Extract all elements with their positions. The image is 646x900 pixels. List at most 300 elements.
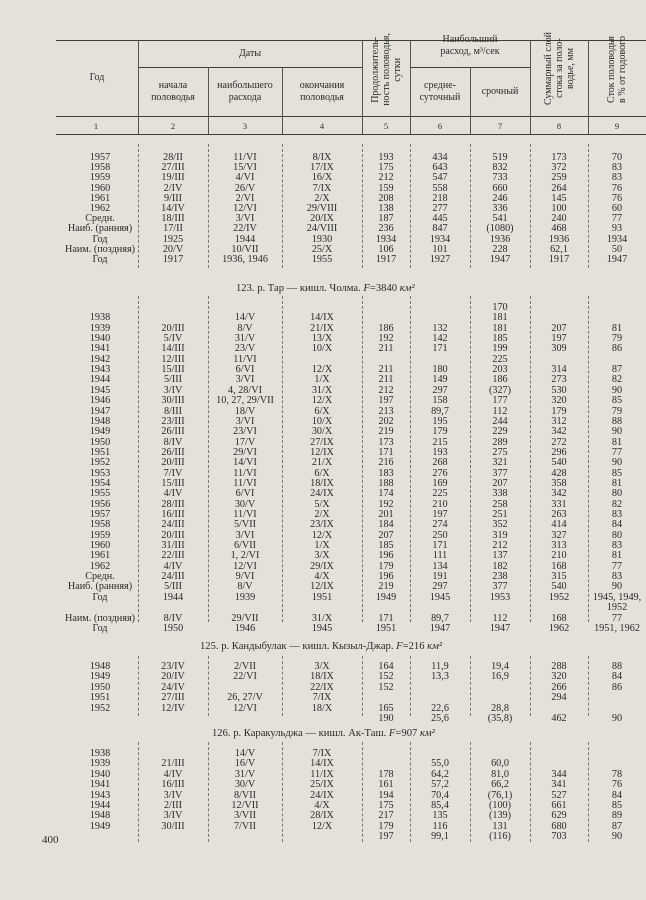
instant-cell: 60,0 bbox=[491, 758, 509, 770]
max-flow-date-cell: 26/V bbox=[234, 182, 256, 194]
col-number: 9 bbox=[614, 121, 620, 131]
duration-cell: 171 bbox=[378, 446, 394, 458]
end-date-cell: 12/X bbox=[311, 529, 333, 541]
instant-cell: 338 bbox=[492, 488, 508, 500]
instant-cell: 177 bbox=[492, 395, 508, 407]
year-cell: 1940 bbox=[89, 333, 111, 345]
instant-cell: 16,9 bbox=[491, 671, 509, 683]
year-cell: 1948 bbox=[89, 661, 111, 672]
end-date-cell: 10/X bbox=[311, 343, 333, 355]
year-cell: 1961 bbox=[89, 550, 111, 562]
max-flow-date-cell: 16/V bbox=[234, 758, 256, 770]
runoff-layer-cell: 145 bbox=[551, 192, 567, 204]
runoff-pct-cell: 87 bbox=[611, 364, 623, 376]
mean-daily-cell: 193 bbox=[432, 446, 448, 458]
start-date-cell: 8/IV bbox=[163, 436, 183, 448]
year-cell: 1958 bbox=[89, 162, 111, 174]
runoff-pct-cell: 82 bbox=[611, 498, 623, 510]
end-date-cell: 1955 bbox=[311, 254, 333, 265]
runoff-pct-cell: 76 bbox=[611, 182, 623, 194]
runoff-pct-cell: 90 bbox=[611, 713, 623, 724]
instant-cell: 244 bbox=[492, 415, 508, 427]
start-date-cell: 28/II bbox=[163, 152, 183, 163]
runoff-layer-cell: 315 bbox=[551, 571, 567, 583]
col-separator bbox=[282, 296, 283, 622]
max-flow-date-cell: 22/IV bbox=[233, 223, 257, 235]
header-duration-cell bbox=[362, 22, 410, 116]
instant-cell: 185 bbox=[492, 333, 508, 345]
max-flow-date-cell: 6/VI bbox=[235, 488, 255, 500]
duration-cell: 164 bbox=[378, 661, 394, 672]
runoff-layer-cell: 312 bbox=[551, 415, 567, 427]
instant-cell: 66,2 bbox=[491, 779, 509, 791]
mean-daily-cell: 101 bbox=[432, 243, 448, 255]
year-cell: 1941 bbox=[89, 779, 111, 791]
duration-cell: 211 bbox=[378, 364, 394, 376]
header-start: начала половодья bbox=[151, 79, 195, 103]
runoff-pct-cell: 83 bbox=[611, 172, 623, 184]
year-cell: 1944 bbox=[89, 374, 111, 386]
max-flow-date-cell: 3/VII bbox=[233, 810, 257, 822]
duration-cell: 178 bbox=[378, 768, 394, 780]
max-flow-date-cell: 6/VII bbox=[233, 540, 257, 552]
col-separator bbox=[282, 144, 283, 268]
start-date-cell: 22/III bbox=[161, 550, 185, 562]
instant-cell: 1953 bbox=[489, 591, 511, 603]
runoff-layer-cell: 1936 bbox=[548, 233, 570, 245]
header-runoff-layer: Суммарный слой стока за поло- водье, мм bbox=[542, 32, 576, 106]
runoff-layer-cell: 320 bbox=[551, 671, 567, 683]
instant-cell: 203 bbox=[492, 364, 508, 376]
end-date-cell: 6/X bbox=[314, 467, 330, 479]
instant-cell: 275 bbox=[492, 446, 508, 458]
runoff-layer-cell: 1962 bbox=[548, 622, 570, 634]
year-cell: 1948 bbox=[89, 415, 111, 427]
instant-cell: 131 bbox=[492, 820, 508, 832]
runoff-layer-cell: 168 bbox=[551, 560, 567, 572]
area-value: 3840 bbox=[375, 283, 398, 294]
year-cell: 1939 bbox=[89, 758, 111, 770]
runoff-layer-cell: 327 bbox=[551, 529, 567, 541]
max-flow-date-cell: 7/VII bbox=[233, 820, 257, 832]
max-flow-date-cell: 29/VI bbox=[233, 446, 257, 458]
duration-cell: 183 bbox=[378, 467, 394, 479]
mean-daily-cell: 215 bbox=[432, 436, 448, 448]
area-value: 907 bbox=[401, 728, 418, 739]
runoff-layer-cell: 468 bbox=[551, 223, 567, 235]
instant-cell: (139) bbox=[488, 810, 512, 822]
start-date-cell: 17/II bbox=[163, 223, 183, 235]
max-flow-date-cell: 29/VII bbox=[231, 612, 259, 624]
start-date-cell: 24/III bbox=[161, 571, 185, 583]
runoff-layer-cell: 240 bbox=[551, 213, 567, 225]
year-cell: Наиб. (ранняя) bbox=[67, 581, 133, 593]
end-date-cell: 24/IX bbox=[310, 789, 334, 801]
start-date-cell: 21/III bbox=[161, 758, 185, 770]
end-date-cell: 30/X bbox=[311, 426, 333, 438]
runoff-pct-cell: 1951, 1962 bbox=[594, 622, 640, 634]
max-flow-date-cell: 3/VI bbox=[235, 374, 255, 386]
end-date-cell: 13/X bbox=[311, 333, 333, 345]
end-date-cell: 2/X bbox=[314, 509, 330, 520]
duration-cell: 208 bbox=[378, 192, 394, 204]
runoff-pct-cell: 76 bbox=[611, 779, 623, 791]
col-separator bbox=[138, 296, 139, 622]
instant-cell: (116) bbox=[489, 831, 511, 843]
max-flow-date-cell: 11/VI bbox=[233, 353, 257, 365]
mean-daily-cell: 171 bbox=[432, 540, 448, 552]
runoff-pct-cell: 85 bbox=[611, 395, 623, 407]
col-separator bbox=[138, 742, 139, 842]
mean-daily-cell: 191 bbox=[432, 571, 448, 583]
max-flow-date-cell: 12/VI bbox=[233, 203, 257, 214]
end-date-cell: 24/IX bbox=[310, 488, 334, 500]
runoff-layer-cell: 428 bbox=[551, 467, 567, 479]
max-flow-date-cell: 31/V bbox=[234, 333, 256, 345]
year-cell: Год bbox=[92, 622, 108, 634]
area-unit: км² bbox=[399, 283, 415, 294]
max-flow-date-cell: 23/V bbox=[234, 343, 256, 355]
instant-cell: 377 bbox=[492, 581, 508, 593]
year-cell: Наиб. (ранняя) bbox=[67, 223, 133, 235]
start-date-cell: 23/III bbox=[161, 415, 185, 427]
instant-cell: 229 bbox=[492, 426, 508, 438]
start-date-cell: 24/III bbox=[161, 519, 185, 531]
start-date-cell: 14/III bbox=[161, 343, 185, 355]
duration-cell: 171 bbox=[378, 612, 394, 624]
duration-cell: 193 bbox=[378, 152, 394, 163]
col-number: 6 bbox=[437, 121, 443, 131]
duration-cell: 179 bbox=[378, 560, 394, 572]
mean-daily-cell: 11,9 bbox=[431, 661, 449, 672]
end-date-cell: 7/IX bbox=[312, 748, 332, 759]
mean-daily-cell: 297 bbox=[432, 384, 448, 396]
max-flow-date-cell: 8/V bbox=[237, 581, 253, 593]
duration-cell: 190 bbox=[378, 713, 394, 724]
end-date-cell: 17/IX bbox=[310, 162, 334, 174]
duration-cell: 1949 bbox=[375, 591, 397, 603]
start-date-cell: 30/III bbox=[161, 820, 185, 832]
instant-cell: 199 bbox=[492, 343, 508, 355]
col-separator bbox=[208, 144, 209, 268]
runoff-pct-cell: 84 bbox=[611, 519, 623, 531]
mean-daily-cell: 22,6 bbox=[431, 702, 449, 714]
max-flow-date-cell: 1, 2/VI bbox=[230, 550, 260, 562]
runoff-pct-cell: 81 bbox=[611, 322, 623, 334]
end-date-cell: 4/X bbox=[314, 800, 330, 811]
start-date-cell: 12/III bbox=[161, 353, 185, 365]
header-year: Год bbox=[89, 72, 105, 83]
col-separator bbox=[362, 742, 363, 842]
colnum-bottom-rule bbox=[56, 134, 646, 135]
col-separator bbox=[208, 656, 209, 716]
start-date-cell: 5/IV bbox=[163, 333, 183, 345]
end-date-cell: 3/X bbox=[314, 550, 330, 562]
mean-daily-cell: 210 bbox=[432, 498, 448, 510]
instant-cell: 258 bbox=[492, 498, 508, 510]
mean-daily-cell: 99,1 bbox=[431, 831, 449, 843]
duration-cell: 188 bbox=[378, 477, 394, 489]
start-date-cell: 12/IV bbox=[161, 702, 185, 714]
instant-cell: 19,4 bbox=[491, 661, 509, 672]
max-flow-date-cell: 4/VI bbox=[235, 172, 255, 184]
col-number: 1 bbox=[93, 121, 99, 131]
col-separator bbox=[530, 144, 531, 268]
header-dates: Даты bbox=[238, 47, 262, 59]
year-cell: 1949 bbox=[89, 671, 111, 683]
col-separator bbox=[410, 656, 411, 716]
start-date-cell: 2/III bbox=[163, 800, 183, 811]
duration-cell: 213 bbox=[378, 405, 394, 417]
area-symbol: F bbox=[396, 641, 403, 652]
max-flow-date-cell: 12/VI bbox=[233, 702, 257, 714]
start-date-cell: 8/III bbox=[163, 405, 183, 417]
year-cell: 1938 bbox=[89, 748, 111, 759]
runoff-layer-cell: 530 bbox=[551, 384, 567, 396]
col-separator bbox=[588, 144, 589, 268]
runoff-pct-cell: 83 bbox=[611, 162, 623, 174]
area-symbol: F bbox=[388, 728, 396, 739]
max-flow-date-cell: 2/VII bbox=[233, 661, 257, 672]
year-cell: 1952 bbox=[89, 457, 111, 469]
end-date-cell: 12/X bbox=[311, 364, 333, 376]
runoff-layer-cell: 320 bbox=[551, 395, 567, 407]
year-cell: 1944 bbox=[89, 800, 111, 811]
duration-cell: 187 bbox=[378, 213, 394, 225]
end-date-cell: 31/X bbox=[311, 612, 333, 624]
max-flow-date-cell: 18/V bbox=[234, 405, 256, 417]
col-separator bbox=[530, 742, 531, 842]
end-date-cell: 18/IX bbox=[310, 671, 334, 683]
area-value: 216 bbox=[408, 641, 425, 652]
runoff-layer-cell: 179 bbox=[551, 405, 567, 417]
start-date-cell: 24/IV bbox=[161, 681, 185, 693]
start-date-cell: 9/III bbox=[163, 192, 183, 204]
start-date-cell: 23/IV bbox=[161, 661, 185, 672]
section-title-126: 126. р. Каракульджа — кишл. Ак-Таш. F=907 км² bbox=[212, 728, 435, 739]
col-number: 4 bbox=[319, 121, 325, 131]
mean-daily-cell: 297 bbox=[432, 581, 448, 593]
max-flow-date-cell: 1936, 1946 bbox=[222, 254, 268, 265]
start-date-cell: 31/III bbox=[161, 540, 185, 552]
start-date-cell: 14/IV bbox=[161, 203, 185, 214]
runoff-pct-cell: 81 bbox=[611, 477, 623, 489]
start-date-cell: 16/III bbox=[161, 779, 185, 791]
year-cell: 1941 bbox=[89, 343, 111, 355]
mean-daily-cell: 1947 bbox=[429, 622, 451, 634]
col-separator bbox=[410, 296, 411, 622]
end-date-cell: 2/X bbox=[314, 192, 330, 204]
max-flow-date-cell: 11/VI bbox=[233, 152, 257, 163]
duration-cell: 211 bbox=[378, 374, 394, 386]
end-date-cell: 5/X bbox=[314, 498, 330, 510]
instant-cell: 352 bbox=[492, 519, 508, 531]
runoff-layer-cell: 540 bbox=[551, 581, 567, 593]
mean-daily-cell: 134 bbox=[432, 560, 448, 572]
runoff-pct-cell: 90 bbox=[611, 581, 623, 593]
end-date-cell: 10/X bbox=[311, 415, 333, 427]
max-flow-date-cell: 6/VI bbox=[235, 364, 255, 376]
end-date-cell: 29/VIII bbox=[306, 203, 338, 214]
start-date-cell: 18/III bbox=[161, 213, 185, 225]
year-cell: 1957 bbox=[89, 509, 111, 520]
duration-cell: 194 bbox=[378, 789, 394, 801]
end-date-cell: 6/X bbox=[314, 405, 330, 417]
duration-cell: 138 bbox=[378, 203, 394, 214]
runoff-layer-cell: 358 bbox=[551, 477, 567, 489]
runoff-layer-cell: 273 bbox=[551, 374, 567, 386]
duration-cell: 165 bbox=[378, 702, 394, 714]
runoff-layer-cell: 1917 bbox=[548, 254, 570, 265]
mean-daily-cell: 25,6 bbox=[431, 713, 449, 724]
header-max-discharge: Наибольший расход, м³/сек bbox=[440, 34, 500, 57]
start-date-cell: 1925 bbox=[162, 233, 184, 245]
mean-daily-cell: 250 bbox=[432, 529, 448, 541]
section-title-text: 125. р. Кандыбулак — кишл. Кызыл-Джар. bbox=[200, 641, 394, 652]
start-date-cell: 4/IV bbox=[163, 560, 183, 572]
duration-cell: 211 bbox=[378, 343, 394, 355]
runoff-pct-cell: 79 bbox=[611, 333, 623, 345]
instant-cell: 1947 bbox=[489, 622, 511, 634]
start-date-cell: 15/III bbox=[161, 364, 185, 376]
runoff-pct-cell: 89 bbox=[611, 810, 623, 822]
instant-cell: 832 bbox=[492, 162, 508, 174]
start-date-cell: 27/III bbox=[161, 692, 185, 704]
year-cell: Средн. bbox=[85, 571, 115, 583]
col-separator bbox=[470, 296, 471, 622]
runoff-pct-cell: 80 bbox=[611, 529, 623, 541]
instant-cell: 733 bbox=[492, 172, 508, 184]
runoff-layer-cell: 263 bbox=[551, 509, 567, 520]
runoff-pct-cell: 88 bbox=[611, 661, 623, 672]
max-flow-date-cell: 30/V bbox=[234, 498, 256, 510]
year-cell: 1943 bbox=[89, 364, 111, 376]
runoff-pct-cell: 1947 bbox=[606, 254, 628, 265]
year-cell: Средн. bbox=[85, 213, 115, 225]
mean-daily-cell: 135 bbox=[432, 810, 448, 822]
start-date-cell: 7/IV bbox=[163, 467, 183, 479]
runoff-layer-cell: 266 bbox=[551, 681, 567, 693]
mean-daily-cell: 64,2 bbox=[431, 768, 449, 780]
max-flow-date-cell: 15/VI bbox=[233, 162, 257, 174]
year-cell: 1942 bbox=[89, 353, 111, 365]
max-flow-date-cell: 2/VI bbox=[235, 192, 255, 204]
runoff-pct-cell: 83 bbox=[611, 540, 623, 552]
mean-daily-cell: 1927 bbox=[429, 254, 451, 265]
mean-daily-cell: 547 bbox=[432, 172, 448, 184]
runoff-layer-cell: 264 bbox=[551, 182, 567, 194]
header-duration: Продолжитель- ность половодья, сутки bbox=[369, 32, 403, 106]
runoff-layer-cell: 342 bbox=[551, 488, 567, 500]
instant-cell: 319 bbox=[492, 529, 508, 541]
end-date-cell: 21/IX bbox=[310, 322, 334, 334]
mean-daily-cell: 57,2 bbox=[431, 779, 449, 791]
instant-cell: 182 bbox=[492, 560, 508, 572]
end-date-cell: 25/X bbox=[311, 243, 333, 255]
start-date-cell: 27/III bbox=[161, 162, 185, 174]
area-unit: км² bbox=[419, 728, 435, 739]
col-separator bbox=[282, 742, 283, 842]
max-flow-date-cell: 17/V bbox=[234, 436, 256, 448]
runoff-pct-cell: 77 bbox=[611, 446, 623, 458]
mean-daily-cell: 149 bbox=[432, 374, 448, 386]
end-date-cell: 31/X bbox=[311, 384, 333, 396]
runoff-layer-cell: 173 bbox=[551, 152, 567, 163]
start-date-cell: 26/III bbox=[161, 446, 185, 458]
duration-cell: 196 bbox=[378, 571, 394, 583]
mean-daily-cell: 218 bbox=[432, 192, 448, 204]
year-cell: 1954 bbox=[89, 477, 111, 489]
runoff-layer-cell: 1952 bbox=[548, 591, 570, 603]
end-date-cell: 7/IX bbox=[312, 182, 332, 194]
year-cell: 1949 bbox=[89, 426, 111, 438]
instant-cell: 181 bbox=[492, 312, 508, 324]
duration-cell: 175 bbox=[378, 162, 394, 174]
instant-cell: (76,1) bbox=[487, 789, 513, 801]
runoff-pct-cell: 84 bbox=[611, 671, 623, 683]
mean-daily-cell: 1945 bbox=[429, 591, 451, 603]
mean-daily-cell: 197 bbox=[432, 509, 448, 520]
header-mean-daily: средне- суточный bbox=[419, 79, 461, 103]
runoff-layer-cell: 344 bbox=[551, 768, 567, 780]
duration-cell: 185 bbox=[378, 540, 394, 552]
end-date-cell: 22/IX bbox=[310, 681, 334, 693]
max-flow-date-cell: 14/V bbox=[234, 312, 256, 324]
instant-cell: (327) bbox=[488, 384, 512, 396]
duration-cell: 175 bbox=[378, 800, 394, 811]
year-cell: 1940 bbox=[89, 768, 111, 780]
col-separator bbox=[588, 742, 589, 842]
runoff-layer-cell: 540 bbox=[551, 457, 567, 469]
max-flow-date-cell: 5/VII bbox=[233, 519, 257, 531]
end-date-cell: 27/IX bbox=[310, 436, 334, 448]
max-flow-date-cell: 8/VII bbox=[233, 789, 257, 801]
start-date-cell: 15/III bbox=[161, 477, 185, 489]
max-flow-date-cell: 14/VI bbox=[233, 457, 257, 469]
instant-cell: 238 bbox=[492, 571, 508, 583]
year-cell: Год bbox=[92, 233, 108, 245]
runoff-layer-cell: 680 bbox=[551, 820, 567, 832]
mean-daily-cell: 445 bbox=[432, 213, 448, 225]
end-date-cell: 21/X bbox=[311, 457, 333, 469]
end-date-cell: 18/IX bbox=[310, 477, 334, 489]
end-date-cell: 1945 bbox=[311, 622, 333, 634]
max-flow-date-cell: 10, 27, 29/VII bbox=[216, 395, 274, 407]
area-unit: км² bbox=[427, 641, 443, 652]
mean-daily-cell: 180 bbox=[432, 364, 448, 376]
year-cell: 1949 bbox=[89, 820, 111, 832]
runoff-pct-cell: 1945, 1949, bbox=[592, 591, 642, 603]
duration-cell: 212 bbox=[378, 384, 394, 396]
end-date-cell: 1951 bbox=[311, 591, 333, 603]
duration-cell: 152 bbox=[378, 681, 394, 693]
end-date-cell: 16/X bbox=[311, 172, 333, 184]
runoff-pct-cell: 70 bbox=[611, 152, 623, 163]
runoff-layer-cell: 314 bbox=[551, 364, 567, 376]
col-separator bbox=[470, 144, 471, 268]
max-flow-date-cell: 8/V bbox=[237, 322, 253, 334]
runoff-pct-cell: 80 bbox=[611, 488, 623, 500]
duration-cell: 106 bbox=[378, 243, 394, 255]
end-date-cell: 1930 bbox=[311, 233, 333, 245]
instant-cell: 519 bbox=[492, 152, 508, 163]
year-cell: 1955 bbox=[89, 488, 111, 500]
duration-cell: 184 bbox=[378, 519, 394, 531]
year-cell: 1938 bbox=[89, 312, 111, 324]
year-cell: 1958 bbox=[89, 519, 111, 531]
max-flow-date-cell: 31/V bbox=[234, 768, 256, 780]
year-cell: 1956 bbox=[89, 498, 111, 510]
